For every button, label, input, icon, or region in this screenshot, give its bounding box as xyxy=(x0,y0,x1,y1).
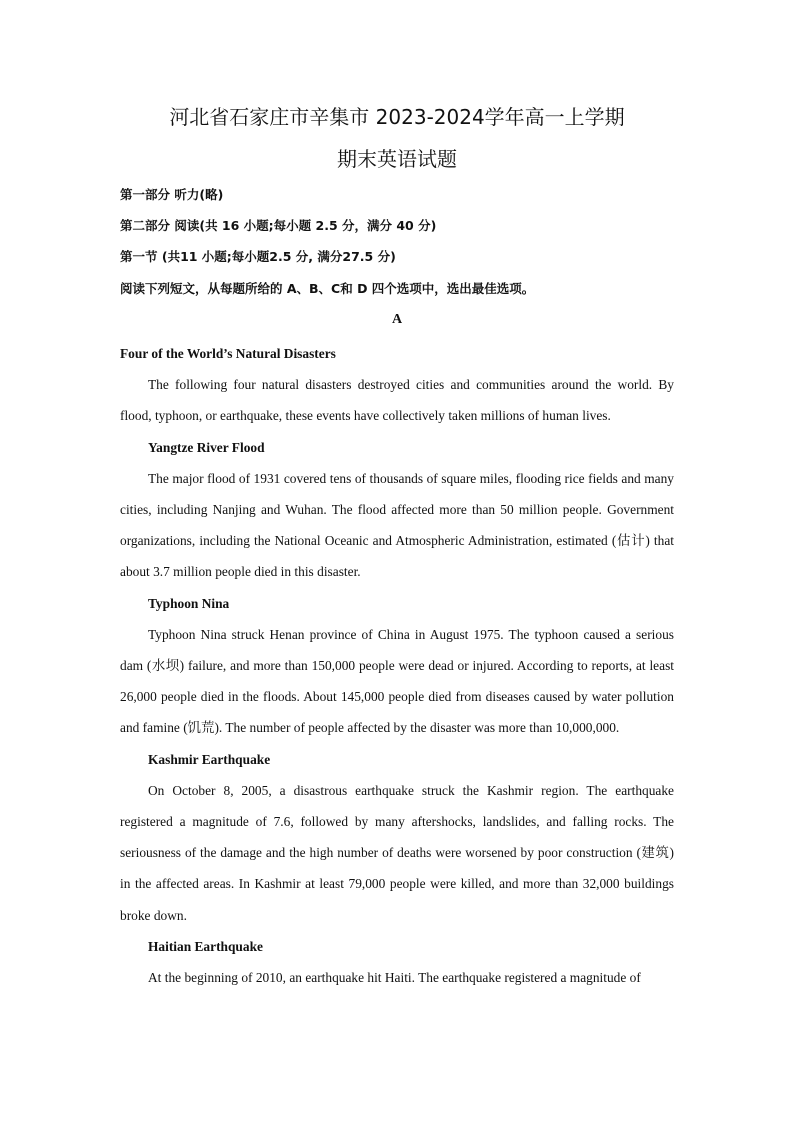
exam-title-line1: 河北省石家庄市辛集市 2023-2024学年高一上学期 xyxy=(169,105,625,129)
passage-letter: A xyxy=(391,312,403,327)
section-heading-yangtze: Yangtze River Flood xyxy=(148,439,265,455)
exam-title-line2: 期末英语试题 xyxy=(337,147,457,171)
section-text-nina: Typhoon Nina struck Henan province of China in August 1975. The typhoon caused a serious dam (水坝) failure, and more than 150,000 people were dead or injured. According to reports, at least 26,000 people died in the floods. About 145,000 people died from diseases caused by water pollution and famine (饥荒). The number of people affected by the disaster was more than 10,000,000. xyxy=(120,626,674,736)
section-heading-kashmir: Kashmir Earthquake xyxy=(148,751,271,767)
section-heading-nina: Typhoon Nina xyxy=(148,595,230,611)
section-text-haiti: At the beginning of 2010, an earthquake hit Haiti. The earthquake registered a magnitude of xyxy=(148,970,641,986)
part1-heading: 第一部分 听力(略) xyxy=(120,187,224,202)
section-text-kashmir: On October 8, 2005, a disastrous earthquake struck the Kashmir region. The earthquake registered a magnitude of 7.6, followed by many aftershocks, landslides, and falling rocks. The seriousness of the damage and the high number of deaths were worsened by poor construction (建筑) in the affected areas. In Kashmir at least 79,000 people were killed, and more than 32,000 buildings broke down. xyxy=(120,782,674,923)
section-text-yangtze: The major flood of 1931 covered tens of thousands of square miles, flooding rice fields and many cities, including Nanjing and Wuhan. The flood affected more than 50 million people. Government organizations, including the National Oceanic and Atmospheric Administration, estimated (估计) that about 3.7 million people died in this disaster. xyxy=(120,470,674,580)
passage-title: Four of the World’s Natural Disasters xyxy=(120,346,336,361)
section1-heading: 第一节 (共11 小题;每小题2.5 分, 满分27.5 分) xyxy=(120,249,396,264)
passage-body xyxy=(120,338,674,993)
part2-heading: 第二部分 阅读(共 16 小题;每小题 2.5 分，满分 40 分) xyxy=(120,218,437,233)
section-heading-haiti: Haitian Earthquake xyxy=(148,938,263,954)
passage-intro: The following four natural disasters destroyed cities and communities around the world. By flood, typhoon, or earthquake, these events have collectively taken millions of human lives. xyxy=(120,377,674,424)
reading-instruction: 阅读下列短文，从每题所给的 A、B、C和 D 四个选项中，选出最佳选项。 xyxy=(120,281,535,296)
